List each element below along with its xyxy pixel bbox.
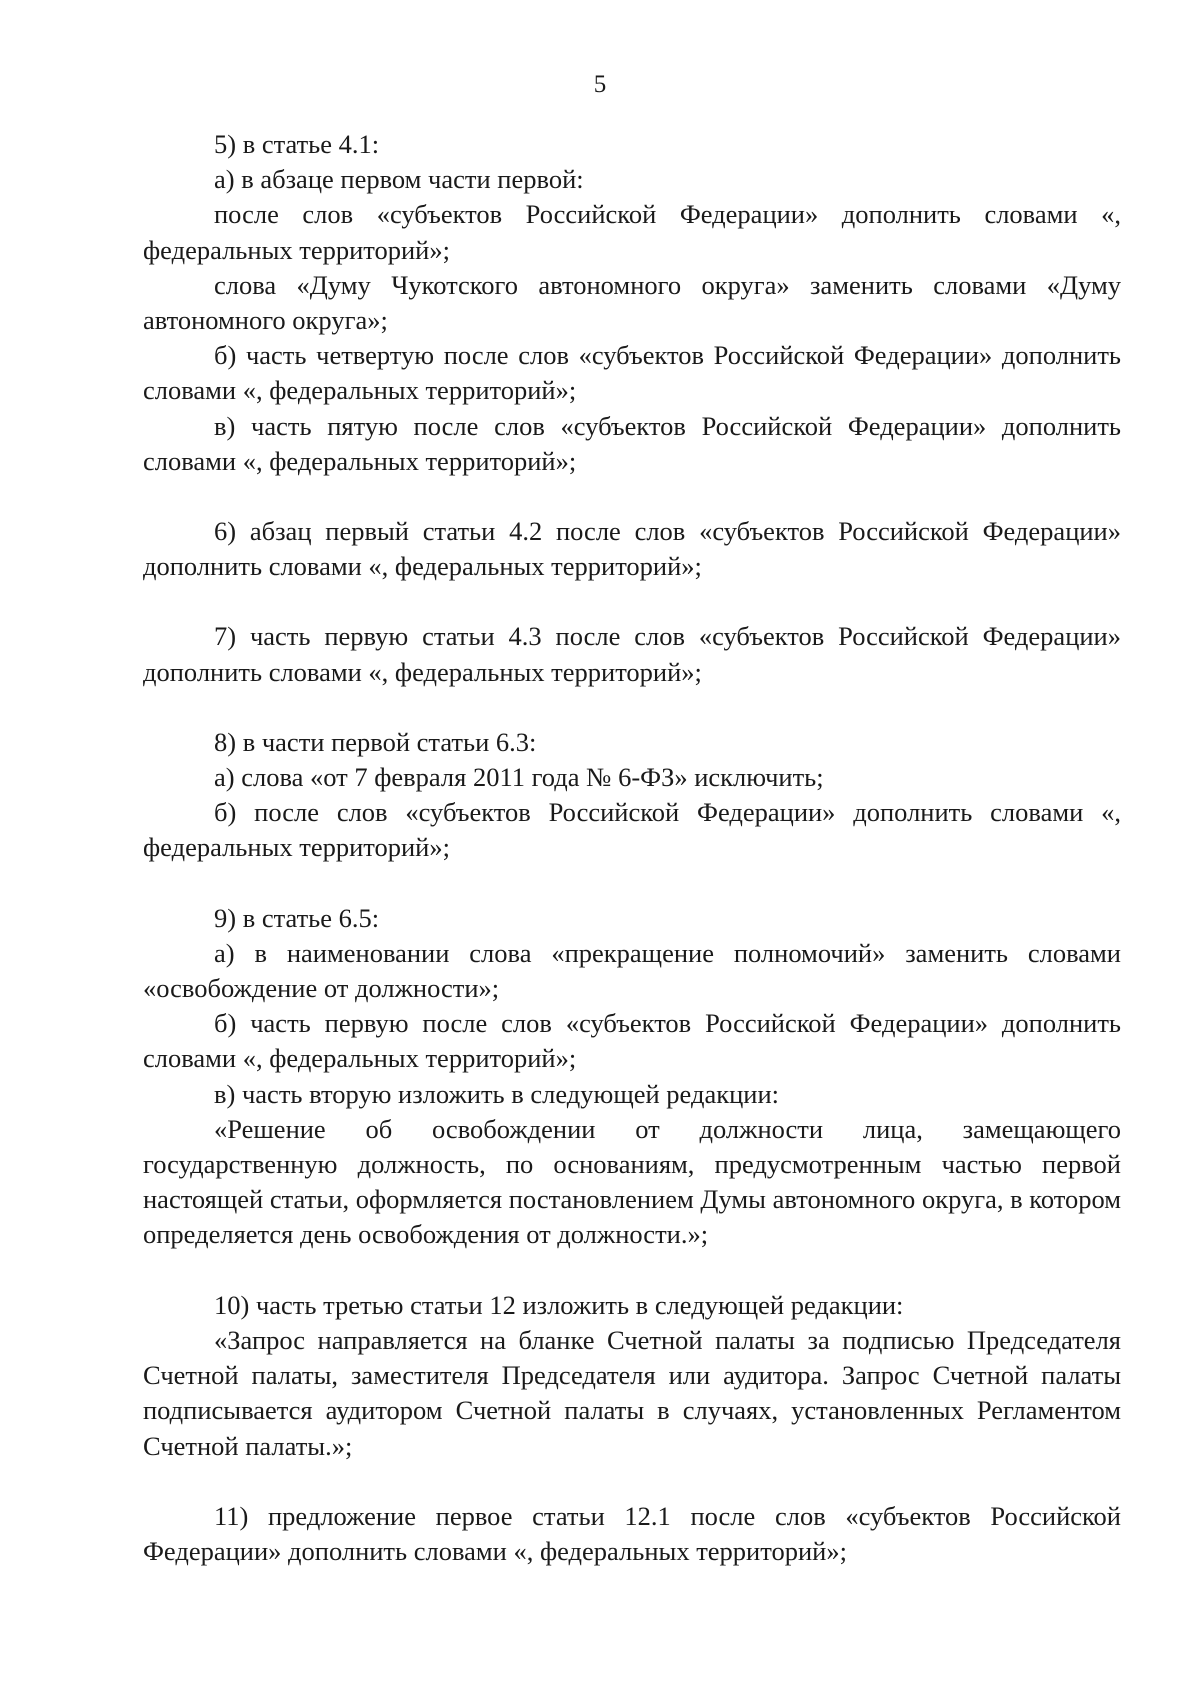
paragraph-item-5b: б) часть четвертую после слов «субъектов Российской Федерации» дополнить словами «, федеральных территорий»; <box>143 340 1121 406</box>
paragraph-item-5: 5) в статье 4.1: <box>214 129 380 159</box>
paragraph-item-7: 7) часть первую статьи 4.3 после слов «субъектов Российской Федерации» дополнить словами «, федеральных территорий»; <box>143 621 1121 687</box>
paragraph-item-9b: б) часть первую после слов «субъектов Российской Федерации» дополнить словами «, федеральных территорий»; <box>143 1008 1121 1074</box>
paragraph-item-8: 8) в части первой статьи 6.3: <box>214 726 537 757</box>
paragraph-gap <box>143 479 1121 514</box>
paragraph-item-8b: б) после слов «субъектов Российской Федерации» дополнить словами «, федеральных территорий»; <box>143 797 1121 863</box>
quoted-amendment-6-5: «Решение об освобождении от должности лица, замещающего государственную должность, по основаниям, предусмотренным частью первой настоящей статьи, оформляется постановлением Думы автономного округа, в котором определяется день освобождения от должности.»; <box>143 1113 1121 1250</box>
paragraph-gap <box>143 690 1121 725</box>
document-body <box>143 127 1121 1569</box>
paragraph-item-5a-1: после слов «субъектов Российской Федерации» дополнить словами «, федеральных территорий»; <box>143 199 1121 265</box>
paragraph-gap <box>143 866 1121 901</box>
paragraph-item-9v: в) часть вторую изложить в следующей редакции: <box>214 1078 779 1109</box>
paragraph-item-9a: а) в наименовании слова «прекращение полномочий» заменить словами «освобождение от должности»; <box>143 937 1121 1004</box>
paragraph-gap <box>143 1464 1121 1499</box>
paragraph-item-8a: а) слова «от 7 февраля 2011 года № 6-ФЗ» исключить; <box>214 762 824 793</box>
paragraph-item-5v: в) часть пятую после слов «субъектов Российской Федерации» дополнить словами «, федеральных территорий»; <box>143 410 1121 476</box>
paragraph-gap <box>143 584 1121 619</box>
paragraph-item-5a-2: слова «Думу Чукотского автономного округа» заменить словами «Думу автономного округа»; <box>143 269 1121 336</box>
paragraph-item-10: 10) часть третью статьи 12 изложить в следующей редакции: <box>214 1289 904 1320</box>
paragraph-item-11: 11) предложение первое статьи 12.1 после слов «субъектов Российской Федерации» дополнить словами «, федеральных территорий»; <box>143 1500 1121 1566</box>
quoted-amendment-12: «Запрос направляется на бланке Счетной палаты за подписью Председателя Счетной палаты, заместителя Председателя или аудитора. Запрос Счетной палаты подписывается аудитором Счетной палаты в случаях, установленных Регламентом Счетной палаты.»; <box>143 1324 1121 1461</box>
paragraph-item-6: 6) абзац первый статьи 4.2 после слов «субъектов Российской Федерации» дополнить словами «, федеральных территорий»; <box>143 516 1121 582</box>
paragraph-item-5a: а) в абзаце первом части первой: <box>214 164 584 195</box>
paragraph-item-9: 9) в статье 6.5: <box>214 902 380 933</box>
paragraph-gap <box>143 1253 1121 1288</box>
page-number: 5 <box>593 71 607 98</box>
